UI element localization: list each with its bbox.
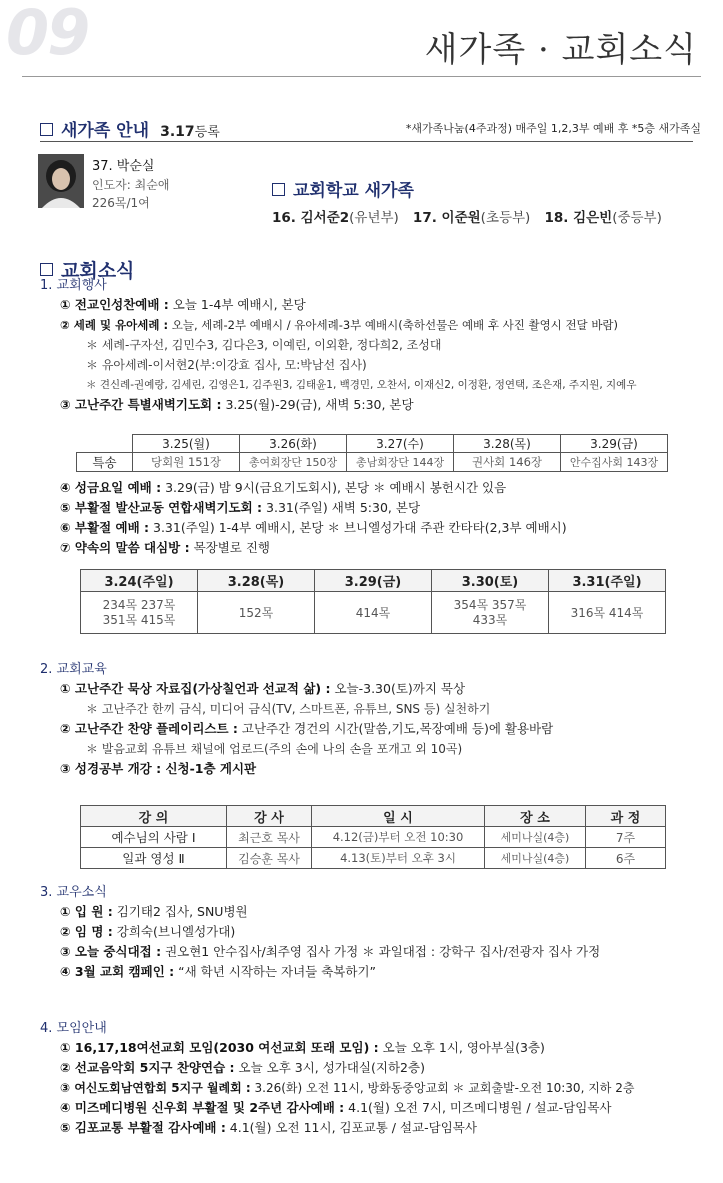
- news-heading: 교회소식: [61, 260, 135, 282]
- member-info: [92, 158, 169, 212]
- meeting-item: ③ 여신도회남연합회 5지구 월례회 : 3.26(화) 오전 11시, 방화동중앙교회 ＊ 교회출발-오전 10:30, 지하 2층: [60, 1081, 635, 1095]
- page-title: 새가족 · 교회소식: [424, 30, 697, 70]
- event-item: ③ 고난주간 특별새벽기도회 : 3.25(월)-29(금), 새벽 5:30, 본당: [60, 397, 414, 412]
- event-item: ⑤ 부활절 발산교동 연합새벽기도회 : 3.31(주일) 새벽 5:30, 본당: [60, 500, 421, 515]
- table-cell: 당회원 151장: [133, 453, 240, 472]
- dawn-prayer-table: [76, 434, 668, 472]
- meeting-item: ① 16,17,18여선교회 모임(2030 여선교회 또래 모임) : 오늘 오후 1시, 영아부실(3층): [60, 1040, 545, 1055]
- table-cell: 7주: [586, 827, 666, 848]
- checkbox-square-icon: [40, 123, 53, 136]
- member-news-item: ② 임 명 : 강희숙(브니엘성가대): [60, 924, 236, 939]
- table-cell: 세미나실(4층): [485, 827, 586, 848]
- table-cell: 예수님의 사람 Ⅰ: [81, 827, 227, 848]
- table-header-cell: 3.28(목): [198, 570, 315, 592]
- event-item: ⑥ 부활절 예배 : 3.31(주일) 1-4부 예배시, 본당 ＊ 브니엘성가대 주관 칸타타(2,3부 예배시): [60, 520, 567, 535]
- newfamily-date: 3.17: [160, 124, 195, 140]
- section-title: 4. 모임안내: [40, 1021, 107, 1036]
- table-cell: 일과 영성 Ⅱ: [81, 848, 227, 869]
- table-cell: 권사회 146장: [454, 453, 561, 472]
- newfamily-rule: [40, 141, 693, 142]
- table-header-cell: 일 시: [312, 806, 485, 827]
- school-heading: 교회학교 새가족: [293, 181, 414, 201]
- table-header-cell: 장 소: [485, 806, 586, 827]
- newfamily-note: *새가족나눔(4주과정) 매주일 1,2,3부 예배 후 *5층 새가족실: [405, 122, 701, 135]
- member-news-item: ③ 오늘 중식대접 : 권오현1 안수집사/최주영 집사 가정 ＊ 과일대접 : 강학구 집사/전광자 집사 가정: [60, 944, 601, 959]
- table-row: [81, 827, 666, 848]
- event-item: ② 세례 및 유아세례 : 오늘, 세례-2부 예배시 / 유아세례-3부 예배시(축하선물은 예배 후 사진 촬영시 전달 바람): [60, 318, 619, 332]
- member-guide: 인도자: 최순애: [92, 178, 170, 192]
- section-title: 2. 교회교육: [40, 662, 107, 677]
- newfamily-header: [40, 116, 701, 141]
- table-header-cell: 강 의: [81, 806, 227, 827]
- table-cell: 152목: [198, 592, 315, 634]
- section-education: [40, 661, 703, 779]
- table-cell: 4.12(금)부터 오전 10:30: [312, 827, 485, 848]
- checkbox-square-icon: [40, 263, 53, 276]
- section-members: [40, 884, 703, 982]
- table-cell: 354목 357목 433목: [432, 592, 549, 634]
- event-note: ＊ 세례-구자선, 김민수3, 김다은3, 이예린, 이외환, 정다희2, 조성대: [86, 338, 442, 352]
- member-news-item: ① 입 원 : 김기태2 집사, SNU병원: [60, 904, 248, 919]
- checkbox-square-icon: [272, 183, 285, 196]
- table-cell: 총남회장단 144장: [347, 453, 454, 472]
- section-title: 1. 교회행사: [40, 278, 107, 293]
- education-item: ② 고난주간 찬양 플레이리스트 : 고난주간 경건의 시간(말씀,기도,목장예배 등)에 활용바람: [60, 721, 554, 736]
- table-header-cell: 3.29(금): [561, 435, 668, 453]
- school-header: [272, 176, 414, 201]
- newfamily-heading: 새가족 안내: [61, 121, 150, 141]
- table-header-cell: 3.31(주일): [549, 570, 666, 592]
- table-cell: 안수집사회 143장: [561, 453, 668, 472]
- newfamily-date-suffix: 등록: [194, 125, 220, 140]
- section-meetings: [40, 1020, 703, 1138]
- study-table: [80, 805, 666, 869]
- table-cell: 316목 414목: [549, 592, 666, 634]
- member-photo: [38, 154, 84, 208]
- school-entry: 18. 김은빈(중등부): [544, 210, 662, 226]
- table-header-cell: 3.25(월): [133, 435, 240, 453]
- education-note: ＊ 고난주간 한끼 금식, 미디어 금식(TV, 스마트폰, 유튜브, SNS 등) 실천하기: [86, 702, 491, 716]
- section-title: 3. 교우소식: [40, 885, 107, 900]
- table-cell: 4.13(토)부터 오후 3시: [312, 848, 485, 869]
- table-cell: 234목 237목 351목 415목: [81, 592, 198, 634]
- education-item: ③ 성경공부 개강 : 신청-1층 게시판: [60, 761, 257, 776]
- table-header-cell: 3.27(수): [347, 435, 454, 453]
- meeting-item: ④ 미즈메디병원 신우회 부활절 및 2주년 감사예배 : 4.1(월) 오전 7시, 미즈메디병원 / 설교-담임목사: [60, 1100, 612, 1115]
- table-cell: 김승훈 목사: [227, 848, 312, 869]
- table-row: [81, 848, 666, 869]
- education-note: ＊ 발음교회 유튜브 채널에 업로드(주의 손에 나의 손을 포개고 외 10곡): [86, 742, 463, 756]
- table-header-cell: 3.30(토): [432, 570, 549, 592]
- meeting-item: ⑤ 김포교통 부활절 감사예배 : 4.1(월) 오전 11시, 김포교통 / 설교-담임목사: [60, 1120, 477, 1135]
- table-cell: 414목: [315, 592, 432, 634]
- meeting-item: ② 선교음악회 5지구 찬양연습 : 오늘 오후 3시, 성가대실(지하2층): [60, 1060, 425, 1075]
- event-item: ⑦ 약속의 말씀 대심방 : 목장별로 진행: [60, 540, 270, 555]
- table-cell: 세미나실(4층): [485, 848, 586, 869]
- event-note: ＊ 유아세례-이서현2(부:이강효 집사, 모:박남선 집사): [86, 358, 367, 372]
- school-entry: 17. 이준원(초등부): [412, 210, 531, 226]
- page-number: 09: [6, 0, 89, 69]
- table-header-cell: 3.28(목): [454, 435, 561, 453]
- table-cell: 최근호 목사: [227, 827, 312, 848]
- education-item: ① 고난주간 묵상 자료집(가상칠언과 선교적 삶) : 오늘-3.30(토)까지 묵상: [60, 681, 466, 696]
- table-header-cell: 3.26(화): [240, 435, 347, 453]
- section-events-cont: [60, 478, 567, 558]
- member-news-item: ④ 3월 교회 캠페인 : “새 학년 시작하는 자녀들 축복하기”: [60, 964, 377, 979]
- event-note: ＊ 견신례-권예랑, 김세린, 김영은1, 김주원3, 김태윤1, 백경민, 오찬서, 이재신2, 이정환, 정연택, 조은재, 주지원, 지예우: [86, 379, 637, 391]
- event-item: ④ 성금요일 예배 : 3.29(금) 밤 9시(금요기도회시), 본당 ＊ 예배시 봉헌시간 있음: [60, 480, 507, 495]
- table-cell: 총여회장단 150장: [240, 453, 347, 472]
- table-header-cell: 강 사: [227, 806, 312, 827]
- event-item: ① 전교인성찬예배 : 오늘 1-4부 예배시, 본당: [60, 297, 306, 312]
- member-group: 226목/1여: [92, 196, 150, 210]
- table-header-cell: 과 정: [586, 806, 666, 827]
- table-row-label: 특송: [77, 453, 133, 472]
- table-cell: 6주: [586, 848, 666, 869]
- table-header-cell: 3.24(주일): [81, 570, 198, 592]
- school-entry: 16. 김서준2(유년부): [272, 210, 399, 226]
- title-divider: [22, 76, 701, 77]
- table-header-cell: 3.29(금): [315, 570, 432, 592]
- member-name: 37. 박순실: [92, 159, 155, 174]
- visitation-table: [80, 569, 666, 634]
- school-list: [272, 206, 662, 226]
- section-events: [40, 277, 703, 415]
